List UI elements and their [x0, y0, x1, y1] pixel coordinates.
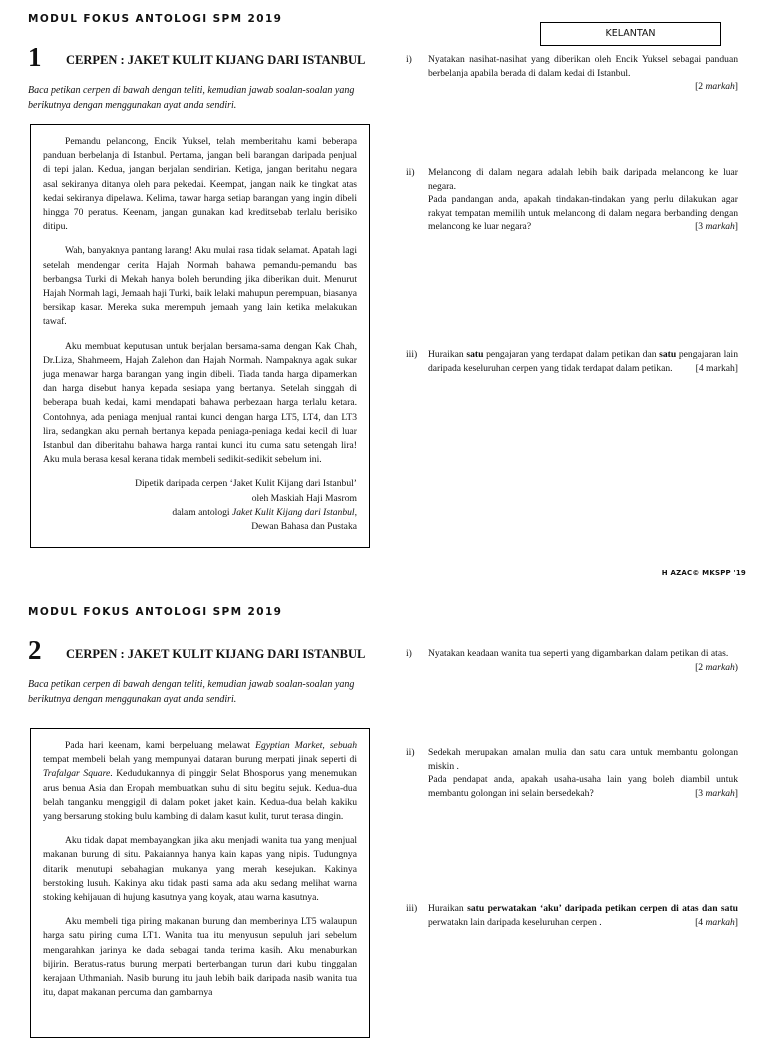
question-title: CERPEN : JAKET KULIT KIJANG DARI ISTANBUL	[66, 53, 366, 67]
question-i: i) Nyatakan nasihat-nasihat yang diberikan oleh Encik Yuksel sebagai panduan berbelanja apabila berada di dalam kedai di Istanbul. [2 markah]	[406, 54, 738, 92]
passage-paragraph: Pada hari keenam, kami berpeluang melawat Egyptian Market, sebuah tempat membeli belah yang mempunyai dataran burung merpati jinak seperti di Trafalgar Square. Kedudukannya di pinggir Selat Bhosporus yang menemukan arus benua Asia dan Eropah membuatkan suhu di situ begitu sejuk. Kedua-dua belah tanganku menggigil di dalam poket jaket kain. Kedua-dua belah kakiku yang bersarung stoking bulu kambing di dalam kasut kulit, turut terasa dingin.	[43, 740, 358, 823]
passage-paragraph: Aku tidak dapat membayangkan jika aku menjadi wanita tua yang menjual makanan burung di situ. Pakaiannya hanya kain kapas yang nipis. Tudungnya ditarik menutupi sebahagian mukanya yang merah kesejukan. Kakinya berstoking lusuh. Kakinya aku tidak pasti sama ada aku sedang melihat warna stoking kehijauan di hujung kasutnya yang koyak, atau warna kasutnya.	[43, 835, 357, 904]
question-title: CERPEN : JAKET KULIT KIJANG DARI ISTANBUL	[66, 647, 366, 661]
question-number: 1	[28, 42, 42, 72]
state-box: KELANTAN	[540, 22, 721, 46]
instruction-text: Baca petikan cerpen di bawah dengan teliti, kemudian jawab soalan-soalan yang berikutnya dengan menggunakan ayat anda sendiri.	[28, 679, 355, 705]
question-ii: ii) Melancong di dalam negara adalah lebih baik daripada melancong ke luar negara. Pada pandangan anda, apakah tindakan-tindakan yang perlu dilakukan agar rakyat tempatan memilih untuk melancong di dalam negara berbanding dengan melancong ke luar negara? [3 markah]	[406, 167, 738, 232]
passage-paragraph: Wah, banyaknya pantang larang! Aku mulai rasa tidak selamat. Apatah lagi setelah mendengar cerita Hajah Normah bahawa pemandu-pemandu bas berbangsa Turki di Mekah hanya boleh berunding jika diberikan duit. Menurut Hajah Normah lagi, Jemaah haji Turki, baik lelaki mahupun perempuan, biasanya bersikap kasar. Mereka suka merempuh jemaah yang lain ketika melakukan tawaf.	[43, 245, 357, 328]
marks-label: [2 markah)	[695, 661, 738, 673]
citation-publisher: Dewan Bahasa dan Pustaka	[251, 521, 357, 533]
question-i: i) Nyatakan keadaan wanita tua seperti yang digambarkan dalam petikan di atas. [2 markah)	[406, 648, 738, 673]
question-iii: iii) Huraikan satu perwatakan ‘aku’ daripada petikan cerpen di atas dan satu perwatakn lain daripada keseluruhan cerpen . [4 markah]	[406, 903, 738, 928]
passage-paragraph: Pemandu pelancong, Encik Yuksel, telah memberitahu kami beberapa panduan berbelanja di Istanbul. Pertama, jangan beli barangan daripada penjual di tepi jalan. Kedua, jangan berjalan sendirian. Ketiga, jangan beritahu negara asal sekiranya ditanya oleh para pekedai. Keempat, jangan naik ke tingkat atas kedai sekiranya dipelawa. Kelima, tawar harga setiap barangan yang ingin dibeli hingga 70 peratus. Keenam, jangan gunakan kad kreditsebab terlalu berisiko ditipu.	[43, 136, 357, 233]
question-number: 2	[28, 635, 42, 665]
module-header: MODUL FOKUS ANTOLOGI SPM 2019	[28, 606, 283, 618]
module-header: MODUL FOKUS ANTOLOGI SPM 2019	[28, 13, 283, 25]
citation-source: Dipetik daripada cerpen ‘Jaket Kulit Kijang dari Istanbul’	[135, 478, 357, 490]
instruction-text: Baca petikan cerpen di bawah dengan teliti, kemudian jawab soalan-soalan yang berikutnya dengan menggunakan ayat anda sendiri.	[28, 85, 355, 111]
marks-label: [4 markah]	[695, 916, 738, 928]
marks-label: [2 markah]	[695, 81, 738, 92]
marks-label: [3 markah]	[695, 787, 738, 799]
citation	[43, 477, 357, 534]
marks-label: [3 markah]	[695, 221, 738, 232]
marks-label: [4 markah]	[695, 362, 738, 374]
citation-anthology: dalam antologi Jaket Kulit Kijang dari Istanbul,	[172, 506, 357, 518]
citation-author: oleh Maskiah Haji Masrom	[251, 492, 357, 504]
passage-paragraph: Aku membuat keputusan untuk berjalan bersama-sama dengan Kak Chah, Dr.Liza, Shahmeem, Hajah Zalehon dan Hajah Normah. Nampaknya agak sukar juga menawar harga barangan yang ingin dibeli. Tiada tanda harga dipamerkan dan harga disebut hanya kepada sesiapa yang bertanya. Setelah singgah di beberapa buah kedai, kami mendapati bahawa perbezaan harga terlalu ketara. Contohnya, ada peniaga menjual rantai kunci dengan harga LT5, LT4, dan LT3 lira, sedangkan aku pernah bertanya kepada peniaga-peniaga kedai kecil di luar Istanbul dan diberitahu bahawa harga rantai kunci itu cuma satu setengah lira! Aku mula berasa kesal kerana tidak membeli sedikit-sedikit sebelum ini.	[43, 340, 357, 466]
passage-paragraph: Aku membeli tiga piring makanan burung dan memberinya LT5 walaupun harga satu piring cuma LT1. Wanita tua itu menyusun sepuluh jari sebelum mengarahkan jarinya ke dada sebagai tanda terima kasih. Aku menaburkan bijirin. Beratus-ratus burung merpati berterbangan turun dari kubu tinggalan kerajaan Uthmaniah. Nasib burung itu jauh lebih baik daripada nasib wanita tua itu, dapat makanan percuma dan gambarnya	[43, 916, 357, 999]
page-footer: H AZAC© MKSPP '19	[661, 569, 746, 577]
question-ii: ii) Sedekah merupakan amalan mulia dan satu cara untuk membantu golongan miskin . Pada pendapat anda, apakah usaha-usaha lain yang boleh diambil untuk membantu golongan ini selain bersedekah? [3 markah]	[406, 747, 738, 799]
passage-box	[30, 728, 370, 1038]
passage-box	[30, 124, 370, 548]
question-iii: iii) Huraikan satu pengajaran yang terdapat dalam petikan dan satu pengajaran lain daripada keseluruhan cerpen yang tidak terdapat dalam petikan. [4 markah]	[406, 349, 738, 374]
